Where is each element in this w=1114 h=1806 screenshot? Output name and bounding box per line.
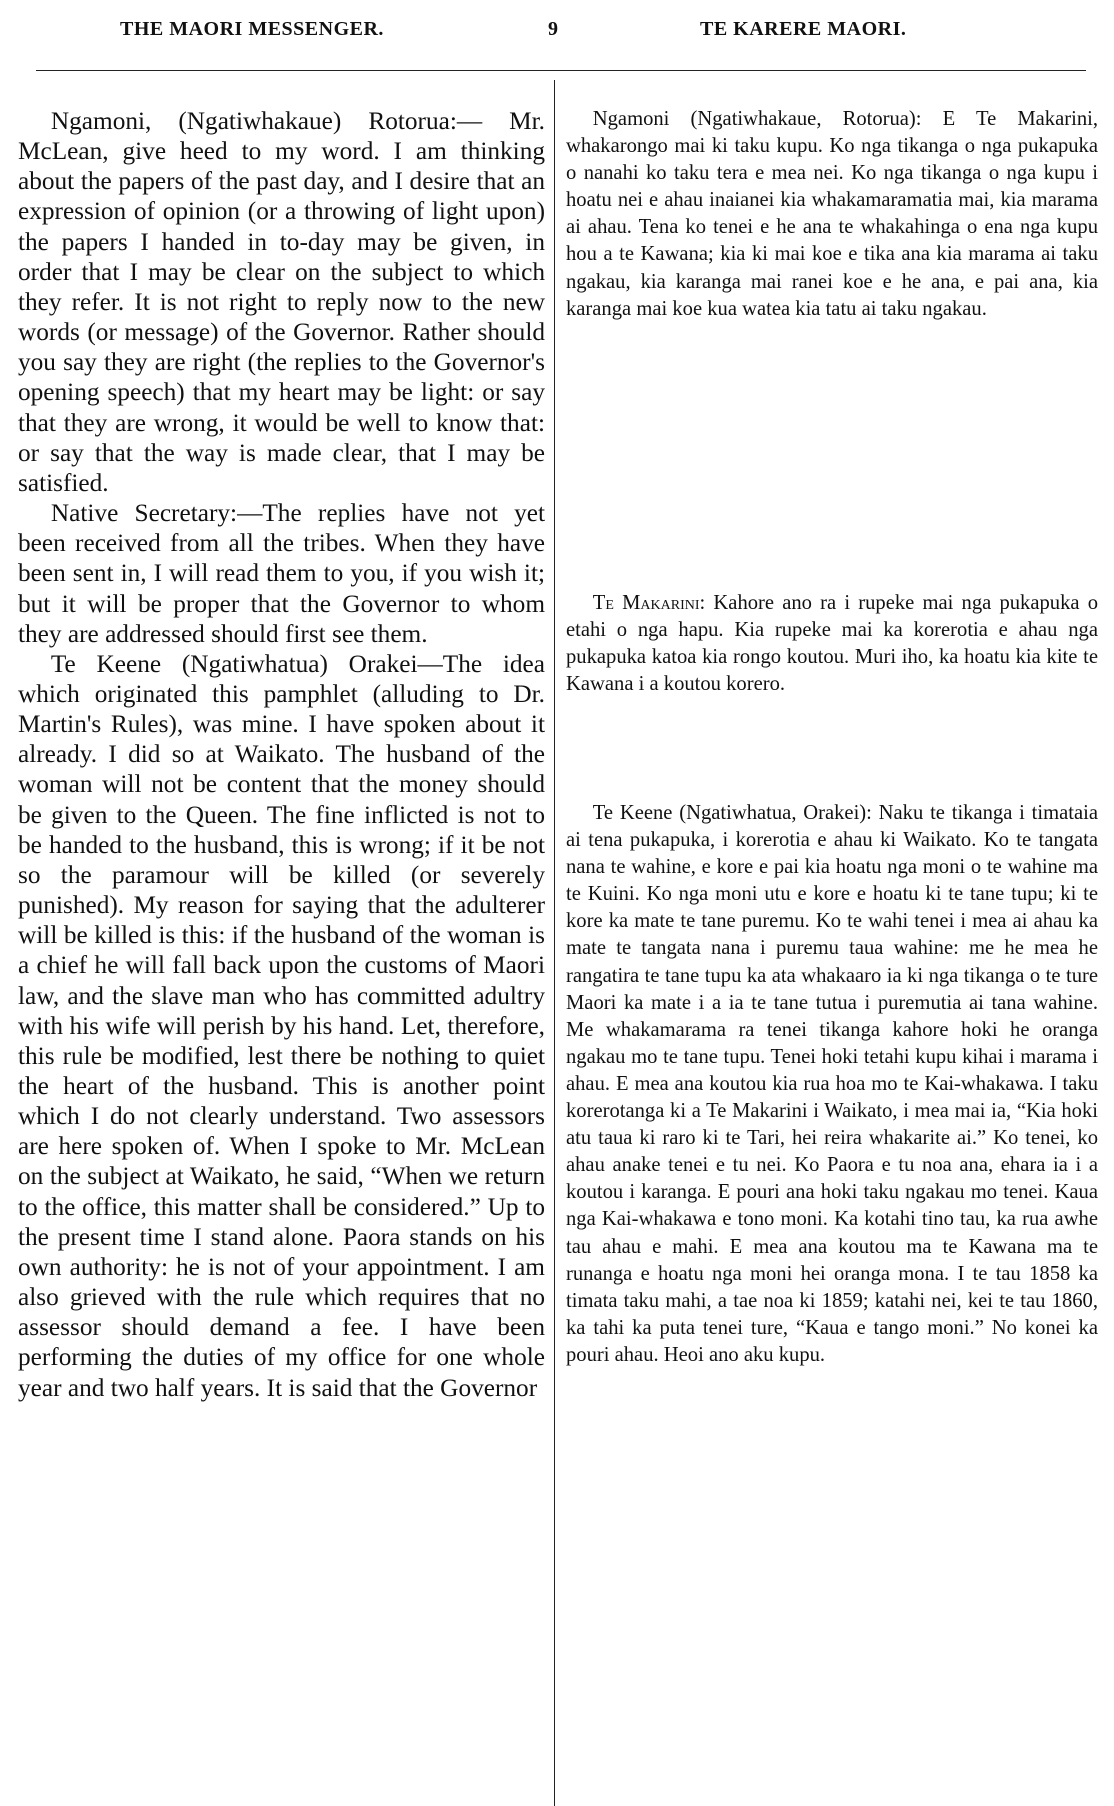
- column-divider: [554, 80, 555, 1806]
- english-column: [18, 106, 545, 1403]
- english-paragraph-te-keene: Te Keene (Ngatiwhatua) Orakei—The idea which originated this pamphlet (alluding to Dr. Martin's Rules), was mine. I have spoken about it already. I did so at Waikato. The husband of the woman will not be content that the money should be given to the Queen. The fine inflicted is not to be handed to the husband, this is wrong; if it be not so the paramour will be killed (or severely punished). My reason for saying that the adulterer will be killed is this: if the husband of the woman is a chief he will fall back upon the customs of Maori law, and the slave man who has committed adultry with his wife will perish by his hand. Let, therefore, this rule be modified, lest there be nothing to quiet the heart of the husband. This is another point which I do not clearly understand. Two assessors are here spoken of. When I spoke to Mr. McLean on the subject at Waikato, he said, “When we return to the office, this matter shall be considered.” Up to the present time I stand alone. Paora stands on his own authority: he is not of your appointment. I am also grieved with the rule which requires that no assessor should demand a fee. I have been performing the duties of my office for one whole year and two half years. It is said that the Governor: [18, 649, 545, 1402]
- english-paragraph-ngamoni: Ngamoni, (Ngatiwhakaue) Rotorua:— Mr. McLean, give heed to my word. I am thinking about the papers of the past day, and I desire that an expression of opinion (or a throwing of light upon) the papers I handed in to-day may be given, in order that I may be clear on the subject to which they refer. It is not right to reply now to the new words (or message) of the Governor. Rather should you say they are right (the replies to the Governor's opening speech) that my heart may be light: or say that they are wrong, it would be well to know that: or say that the way is made clear, that I may be satisfied.: [18, 107, 545, 497]
- english-paragraph-native-secretary: Native Secretary:—The replies have not yet been received from all the tribes. When they have been sent in, I will read them to you, if you wish it; but it will be proper that the Governor to whom they are addressed should first see them.: [18, 499, 545, 648]
- maori-paragraph-te-makarini: [566, 590, 1098, 698]
- maori-column-block-1: [566, 106, 1098, 323]
- speaker-name-te-makarini: Te Makarini: [592, 592, 700, 614]
- maori-paragraph-te-keene: Te Keene (Ngatiwhatua, Orakei): Naku te tikanga i timataia ai tena pukapuka, i korerotia e ahau ki Waikato. Ko te tangata nana te wahine, e kore e pai kia hoatu nga moni o te wahine ma te Kuini. Ko nga moni utu e kore e hoatu ki te tane tupu; ki te kore ka mate te tane puremu. Ko te wahi tenei i mea ai ahau ka mate te tangata nana i puremu taua wahine: me he mea he rangatira te tane tupu ka ata whakaaro ia ki nga tikanga o te ture Maori ka mate i a ia te tane tutua i puremutia ai tana wahine. Me whakamarama ra tenei tikanga kahore hoki he oranga ngakau mo te tane tupu. Tenei hoki tetahi kupu kihai i marama i ahau. E mea ana koutou kia rua hoa mo te Kai-whakawa. I taku korerotanga ki a Te Makarini i Waikato, i mea mai ia, “Kia hoki atu taua ki raro ki te Tari, hei reira whakarite ai.” Ko tenei, ko ahau anake tenei e tu nei. Ko Paora e tu noa ana, ehara ia i a koutou i karanga. E pouri ana hoki taku ngakau mo tenei. Kaua nga Kai-whakawa e tono moni. Ka kotahi tino tau, ka rua awhe tau ahau e mahi. E mea ana koutou ma te Kawana ma te runanga e hoatu nga moni hei oranga mona. I te tau 1858 ka timata taku mahi, a tae noa ki 1859; katahi nei, kei te tau 1860, ka tahi ka puta tenei ture, “Kaua e tango moni.” No konei ka pouri ahau. Heoi ano aku kupu.: [566, 802, 1098, 1366]
- maori-column-block-3: [566, 800, 1098, 1369]
- maori-paragraph-te-makarini-text: : Kahore ano ra i rupeke mai nga pukapuka o etahi o nga hapu. Kia rupeke mai ka korerotia e ahau nga pukapuka katoa kia rongo koutou. Muri iho, ka hoatu kia kite te Kawana i a koutou korero.: [566, 592, 1099, 696]
- page-number: 9: [548, 18, 559, 40]
- header-rule: [36, 70, 1086, 71]
- page-header: [0, 10, 1114, 46]
- header-title-english: THE MAORI MESSENGER.: [120, 18, 384, 40]
- header-title-maori: TE KARERE MAORI.: [700, 18, 907, 40]
- maori-paragraph-ngamoni: Ngamoni (Ngatiwhakaue, Rotorua): E Te Makarini, whakarongo mai ki taku kupu. Ko nga tikanga o nga pukapuka o nanahi ko taku tera e mea nei. Ko nga tikanga o nga kupu i hoatu nei e ahau inaianei kia whakamaramatia mai, kia marama ai ahau. Tena ko tenei e he ana te whakahinga o ena nga kupu hou a te Kawana; kia ki mai koe e tika ana kia marama ai taku ngakau, kia karanga mai ranei koe e he ana, e pai ana, kia karanga mai koe kua watea kia tatu ai taku ngakau.: [566, 108, 1098, 320]
- maori-column-block-2: [566, 590, 1098, 698]
